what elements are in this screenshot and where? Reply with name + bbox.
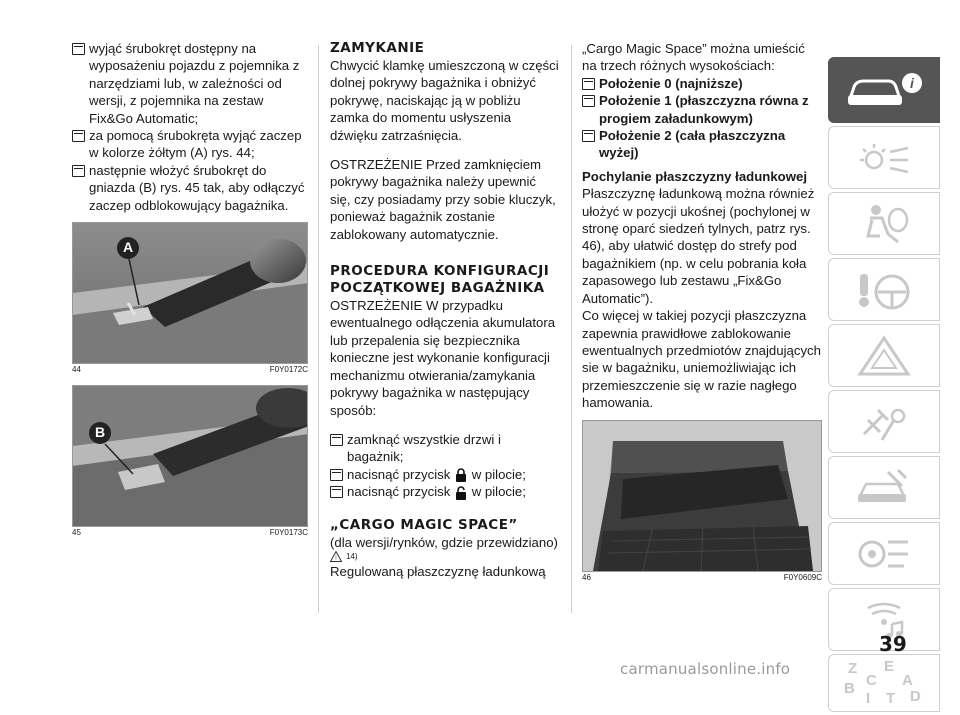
column-middle — [330, 40, 560, 580]
svg-text:!: ! — [335, 556, 337, 563]
note-reference — [330, 551, 560, 563]
paragraph: Płaszczyznę ładunkową można również ułożyć w pozycji ukośnej (pochylonej w stronę oparć siedzeń tylnych, patrz rys. 46), aby ułatwić dostęp do strefy pod bagażnikiem (np. w celu pobrania koła zapasowego lub zestawu „Fix&Go Automatic”). — [582, 186, 815, 306]
watermark: carmanualsonline.info — [620, 660, 791, 678]
checkbox-bullet-icon — [582, 78, 595, 90]
bullet-text: nacisnąć przycisk — [347, 484, 451, 500]
list-item — [72, 162, 308, 214]
bullet-text: Położenie 2 (cała płaszczyzna wyżej) — [599, 128, 786, 161]
bullet-text: za pomocą śrubokręta wyjąć zaczep w kolorze żółtym (A) rys. 44; — [89, 128, 302, 161]
paragraph: „Cargo Magic Space” można umieścić na trzech różnych wysokościach: — [582, 41, 805, 74]
callout-line — [125, 259, 145, 309]
figure-number: 44 — [72, 365, 81, 375]
list-item — [330, 431, 560, 466]
dashboard-lights-icon — [854, 138, 914, 178]
cargo-area-photo — [583, 421, 822, 571]
callout-line — [103, 442, 143, 482]
column-divider — [571, 45, 572, 613]
page-number: 39 — [879, 632, 907, 656]
list-item — [582, 92, 822, 127]
checkbox-bullet-icon — [330, 469, 343, 481]
bullet-text: w pilocie; — [471, 484, 526, 500]
lock-icon — [455, 468, 467, 482]
checkbox-bullet-icon — [330, 486, 343, 498]
paragraph: Co więcej w takiej pozycji płaszczyzna zapewnia prawidłowe zablokowanie ewentualnych przedmiotów znajdujących sie w bagażniku, uniemożliwiając ich przemieszczenie się w razie nagłego hamowania. — [582, 308, 821, 411]
tab-safety[interactable] — [828, 192, 940, 255]
subheading: Pochylanie płaszczyzny ładunkowej — [582, 168, 807, 184]
figure-caption — [72, 528, 308, 538]
unlock-icon — [455, 486, 467, 500]
checkbox-bullet-icon — [330, 434, 343, 446]
column-divider — [318, 45, 319, 613]
paragraph: Regulowaną płaszczyznę ładunkową — [330, 563, 546, 579]
checkbox-bullet-icon — [72, 130, 85, 142]
checkbox-bullet-icon — [72, 165, 85, 177]
list-item — [330, 466, 560, 483]
section-heading: „CARGO MAGIC SPACE” — [330, 516, 518, 533]
figure-code: F0Y0609C — [783, 572, 822, 582]
figure-code: F0Y0172C — [269, 365, 308, 375]
warning-triangle-icon — [854, 334, 914, 378]
tab-car-info[interactable] — [828, 57, 940, 123]
tab-maintenance[interactable] — [828, 456, 940, 519]
list-item — [582, 127, 822, 162]
figure-number: 46 — [582, 572, 591, 582]
bullet-text: w pilocie; — [471, 466, 526, 482]
list-item — [72, 40, 308, 127]
tailgate-latch-photo-a — [73, 223, 308, 363]
list-item — [72, 127, 308, 162]
column-right — [582, 40, 822, 583]
list-item — [330, 483, 560, 500]
index-icon: Z E A B C D I T — [844, 658, 921, 707]
warning-paragraph: OSTRZEŻENIE W przypadku ewentualnego odłączenia akumulatora lub przepalenia się bezpiecznika konieczne jest wykonanie konfiguracji mechanizmu otwierania/zamykania pokrywy bagażnika w następujący sposób: — [330, 298, 556, 418]
bullet-text: wyjąć śrubokręt dostępny na wyposażeniu pojazdu z pojemnika z narzędziami lub, w zależności od wersji, z pojemnika na zestaw Fix&Go Automatic; — [89, 41, 300, 126]
callout-b: B — [89, 422, 111, 444]
tab-dashboard[interactable] — [828, 126, 940, 189]
technical-data-icon — [854, 532, 914, 576]
column-left — [72, 40, 308, 538]
tab-emergency[interactable] — [828, 324, 940, 387]
warning-paragraph: OSTRZEŻENIE Przed zamknięciem pokrywy bagażnika należy upewnić się, czy posiadamy przy sobie kluczyk, ponieważ bagażnik zostanie zablokowany automatycznie. — [330, 157, 556, 242]
chapter-tabs — [828, 57, 940, 715]
warning-triangle-icon — [330, 551, 342, 562]
callout-a: A — [117, 237, 139, 259]
tab-index[interactable] — [828, 654, 940, 712]
list-item — [582, 75, 822, 92]
maintenance-icon — [854, 466, 914, 510]
safety-airbag-icon — [854, 202, 914, 246]
checkbox-bullet-icon — [582, 130, 595, 142]
figure-caption — [582, 573, 822, 583]
note-number: 14) — [346, 551, 358, 561]
section-heading: ZAMYKANIE — [330, 40, 425, 56]
checkbox-bullet-icon — [72, 43, 85, 55]
checkbox-bullet-icon — [582, 95, 595, 107]
paragraph: Chwycić klamkę umieszczoną w części dolnej pokrywy bagażnika i obniżyć pokrywę, naciskając ją w pobliżu zamka do momentu usłyszenia dźwięku zatrzaśnięcia. — [330, 58, 559, 143]
figure-45 — [72, 385, 308, 527]
figure-44 — [72, 222, 308, 364]
bullet-text: Położenie 0 (najniższe) — [599, 75, 743, 91]
figure-code: F0Y0173C — [269, 528, 308, 538]
car-info-icon — [844, 69, 924, 111]
tab-technical-data[interactable] — [828, 522, 940, 585]
bullet-text: Położenie 1 (płaszczyzna równa z progiem załadunkowym) — [599, 93, 809, 126]
svg-text:i: i — [910, 75, 914, 91]
starting-driving-icon — [854, 268, 914, 312]
tab-tools[interactable] — [828, 390, 940, 453]
figure-number: 45 — [72, 528, 81, 538]
bullet-text: zamknąć wszystkie drzwi i bagażnik; — [347, 431, 501, 465]
tab-starting-driving[interactable] — [828, 258, 940, 321]
bullet-text: nacisnąć przycisk — [347, 466, 451, 482]
subtitle: (dla wersji/rynków, gdzie przewidziano) — [330, 534, 558, 550]
section-heading: PROCEDURA KONFIGURACJI POCZĄTKOWEJ BAGAŻNIKA — [330, 263, 550, 297]
emergency-tools-icon — [854, 400, 914, 444]
figure-46 — [582, 420, 822, 572]
bullet-text: następnie włożyć śrubokręt do gniazda (B) rys. 45 tak, aby odłączyć zaczep odblokowujący bagażnika. — [89, 162, 305, 213]
figure-caption — [72, 365, 308, 375]
